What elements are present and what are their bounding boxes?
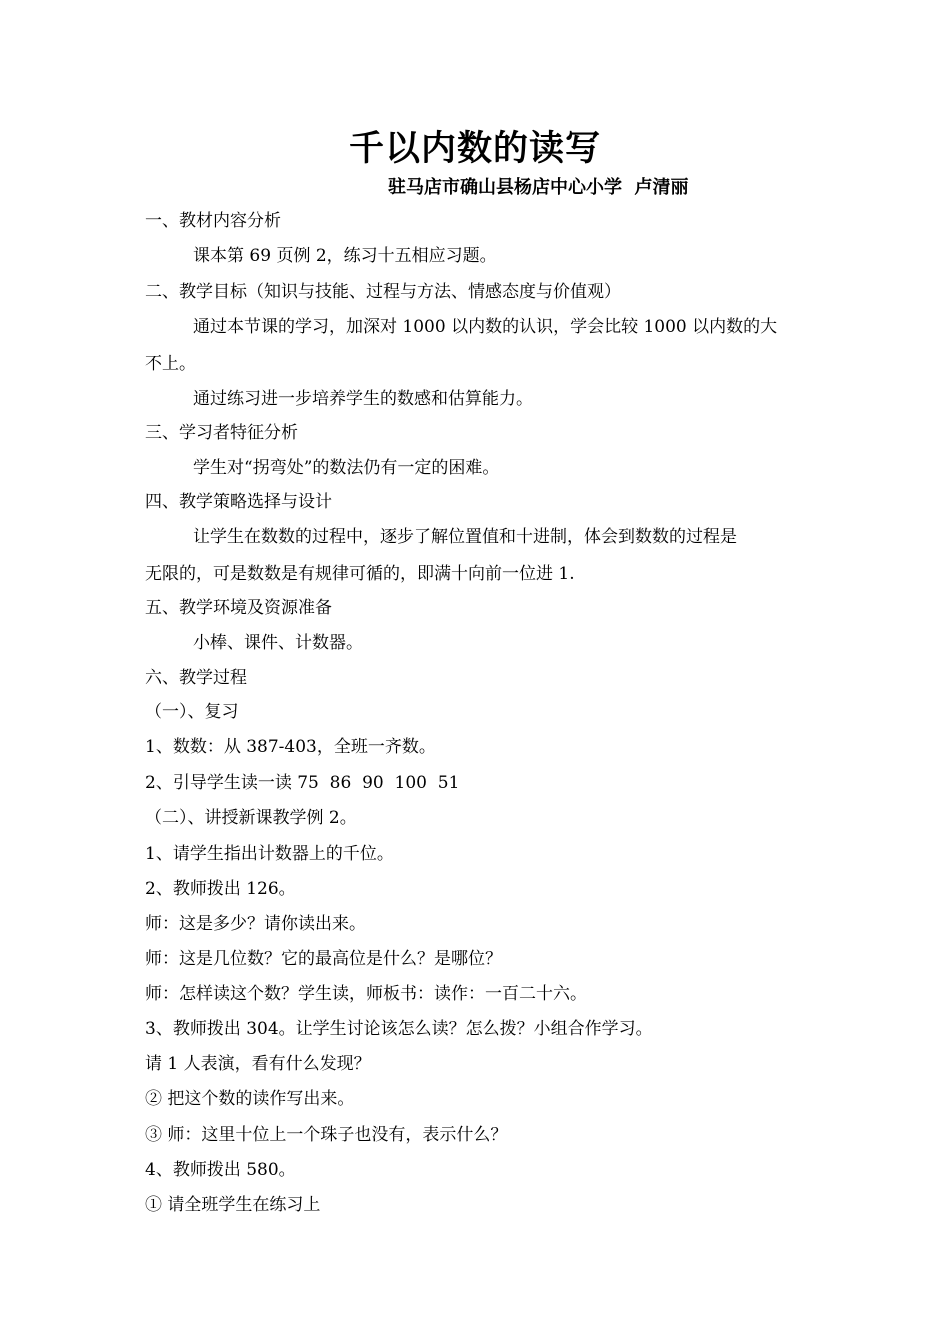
- document-title: 千以内数的读写: [348, 128, 601, 169]
- subsection-heading: （一）、复习: [145, 702, 239, 722]
- paragraph-line: 学生对“拐弯处”的数法仍有一定的困难。: [193, 458, 500, 478]
- paragraph-line: 小棒、课件、计数器。: [193, 633, 363, 653]
- paragraph-line: ② 把这个数的读作写出来。: [145, 1089, 355, 1109]
- document-author: 驻马店市确山县杨店中心小学 卢清丽: [388, 177, 689, 198]
- paragraph-line: 师：怎样读这个数？学生读，师板书：读作：一百二十六。: [145, 984, 587, 1004]
- section-heading: 二、教学目标（知识与技能、过程与方法、情感态度与价值观）: [145, 282, 621, 302]
- section-heading: 六、教学过程: [145, 668, 247, 688]
- paragraph-line: 课本第 69 页例 2，练习十五相应习题。: [193, 246, 497, 266]
- paragraph-line: 通过练习进一步培养学生的数感和估算能力。: [193, 389, 533, 409]
- paragraph-line: 2、引导学生读一读 75 86 90 100 51: [145, 773, 460, 793]
- section-heading: 四、教学策略选择与设计: [145, 492, 332, 512]
- paragraph-line: ③ 师：这里十位上一个珠子也没有，表示什么？: [145, 1125, 508, 1145]
- paragraph-line: 4、教师拨出 580。: [145, 1160, 296, 1180]
- paragraph-line: ① 请全班学生在练习上: [145, 1195, 321, 1215]
- paragraph-line: 让学生在数数的过程中，逐步了解位置值和十进制，体会到数数的过程是: [193, 527, 737, 547]
- paragraph-line: 通过本节课的学习，加深对 1000 以内数的认识，学会比较 1000 以内数的大: [193, 317, 778, 337]
- paragraph-line: 请 1 人表演，看有什么发现？: [145, 1054, 371, 1074]
- section-heading: 五、教学环境及资源准备: [145, 598, 332, 618]
- paragraph-line: 无限的，可是数数是有规律可循的，即满十向前一位进 1.: [145, 564, 575, 584]
- paragraph-line: 师：这是几位数？它的最高位是什么？是哪位？: [145, 949, 502, 969]
- paragraph-line: 不上。: [145, 354, 196, 374]
- section-heading: 一、教材内容分析: [145, 211, 281, 231]
- paragraph-line: 1、数数：从 387-403，全班一齐数。: [145, 737, 436, 757]
- subsection-heading: （二）、讲授新课教学例 2。: [145, 808, 357, 828]
- paragraph-line: 师：这是多少？请你读出来。: [145, 914, 366, 934]
- section-heading: 三、学习者特征分析: [145, 423, 298, 443]
- paragraph-line: 1、请学生指出计数器上的千位。: [145, 844, 394, 864]
- paragraph-line: 2、教师拨出 126。: [145, 879, 296, 899]
- paragraph-line: 3、教师拨出 304。让学生讨论该怎么读？怎么拨？小组合作学习。: [145, 1019, 653, 1039]
